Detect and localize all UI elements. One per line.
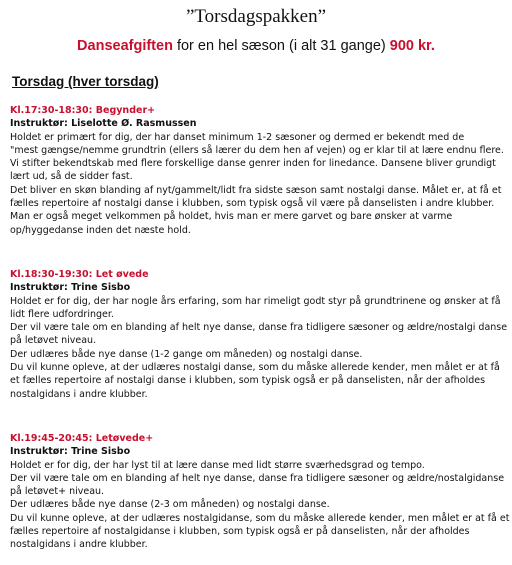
section-line: på letøvet+ niveau. <box>10 486 105 498</box>
day-heading: Torsdag (hver torsdag) <box>12 74 159 89</box>
section-line: på letøvet niveau. <box>10 335 97 347</box>
section-line: Det bliver en skøn blanding af nyt/gammelt/lidt fra sidste sæson samt nostalgi danse. Målet er, at få et <box>10 184 502 196</box>
section-line: Der vil være tale om en blanding af helt nye danse, danse fra tidligere sæsoner og ældre/nostalgi danse <box>10 322 508 334</box>
section-line: Holdet er for dig, der har nogle års erfaring, som har rimeligt godt styr på grundtrinene og ønsker at få <box>10 295 501 307</box>
fee-description: for en hel sæson (i alt 31 gange) <box>172 38 390 54</box>
section-line: Holdet er primært for dig, der har danset minimum 1-2 sæsoner og dermed er bekendt med de <box>10 131 465 143</box>
class-section-experienced-plus <box>10 432 510 552</box>
section-line: lidt flere udfordringer. <box>10 308 114 320</box>
section-line: nostalgidans i andre klubber. <box>10 539 148 551</box>
section-line: fælles repertoire af nostalgi danse i klubben, som typisk også vil være på danselisten i andre klubber. <box>10 198 495 210</box>
section-line: Du vil kunne opleve, at der udlæres nostalgidanse, som du måske allerede kender, men målet er at få et <box>10 512 510 524</box>
section-instructor: Instruktør: Liselotte Ø. Rasmussen <box>10 118 197 130</box>
section-instructor: Instruktør: Trine Sisbo <box>10 446 131 458</box>
section-title: Kl.19:45-20:45: Letøvede+ <box>10 433 154 444</box>
class-section-slightly-experienced <box>10 268 506 401</box>
section-line: nostalgidans i andre klubber. <box>10 388 148 400</box>
section-line: fælles repertoire af nostalgidanse i klubben, som typisk også er på danselisten, når der afholdes <box>10 526 470 538</box>
section-line: et fælles repertoire af nostalgi danse i klubben, som typisk også er på danselisten, når der afholdes <box>10 375 486 387</box>
section-line: "mest gængse/nemme grundtrin (ellers så lærer du dem hen af vejen) og er klar til at lære endnu flere. <box>10 144 504 156</box>
section-instructor: Instruktør: Trine Sisbo <box>10 282 131 294</box>
fee-price: 900 kr. <box>389 38 435 54</box>
section-line: Der udlæres både nye danse (1-2 gange om måneden) og nostalgi danse. <box>10 348 363 360</box>
section-line: Der udlæres både nye danse (2-3 om måneden) og nostalgi danse. <box>10 499 330 511</box>
section-line: Man er også meget velkommen på holdet, hvis man er mere garvet og bare ønsker at varme <box>10 211 453 223</box>
section-line: Du vil kunne opleve, at der udlæres nostalgi danse, som du måske allerede kender, men målet er at få <box>10 362 500 374</box>
section-line: Holdet er for dig, der har lyst til at lære danse med lidt større sværhedsgrad og tempo. <box>10 459 425 471</box>
section-line: Der vil være tale om en blanding af helt nye danse, danse fra tidligere sæsoner og ældre/nostalgidanse <box>10 472 505 484</box>
section-line: Vi stifter bekendtskab med flere forskellige danse genrer inden for linedance. Dansene bliver grundigt <box>10 158 496 170</box>
section-line: lært ud, så de sidder fast. <box>10 171 133 183</box>
price-line <box>0 38 512 54</box>
section-title: Kl.17:30-18:30: Begynder+ <box>10 105 156 116</box>
section-title: Kl.18:30-19:30: Let øvede <box>10 269 149 280</box>
document-title: ”Torsdagspakken” <box>185 6 327 27</box>
section-line: op/hyggedanse inden det næste hold. <box>10 224 191 236</box>
class-section-beginner <box>10 104 506 237</box>
fee-label: Danseafgiften <box>77 38 173 54</box>
